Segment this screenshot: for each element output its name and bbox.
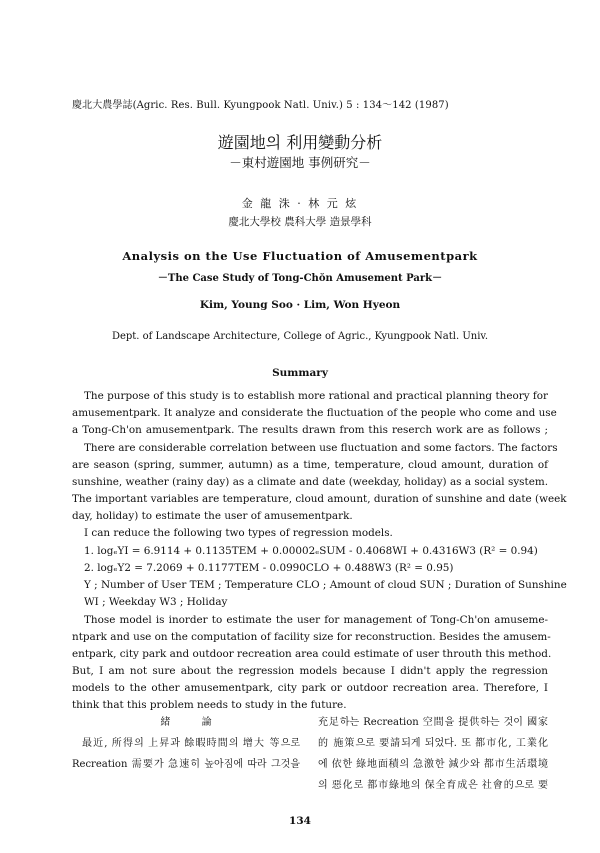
body-line: 充足하는 Recreation 空間을 提供하는 것이 國家 [318,717,548,728]
body-line: Recreation 需要가 急速히 높아짐에 따라 그것을 [72,759,300,770]
summary-line: entpark, city park and outdoor recreation area could estimate of user throuth this method. [72,648,552,660]
body-line: 的 施策으로 要請되게 되었다. 또 都市化, 工業化 [318,738,548,749]
summary-line: day, holiday) to estimate the user of amusementpark. [72,510,353,522]
regression-model-1: 1. logₑYI = 6.9114 + 0.1135TEM + 0.00002ₑSUM - 0.4068WI + 0.4316W3 (R² = 0.94) [84,545,538,557]
summary-line: amusementpark. It analyze and considerate the fluctuation of the people who come and use [72,407,557,419]
variable-legend: WI ; Weekday W3 ; Holiday [84,596,228,608]
subtitle-korean: －東村遊園地 事例研究－ [229,155,371,170]
summary-heading: Summary [272,367,328,379]
affiliation-english: Dept. of Landscape Architecture, College of Agric., Kyungpook Natl. Univ. [111,331,489,342]
summary-line: are season (spring, summer, autumn) as a time, temperature, cloud amount, duration of [72,459,548,471]
right-column [318,712,548,796]
summary-line: models to the other amusementpark, city park or outdoor recreation area. Therefore, I [72,682,548,694]
body-line: 의 惡化로 都市綠地의 保全育成은 社會的으로 要 [318,780,548,791]
regression-model-2: 2. logₑY2 = 7.2069 + 0.1177TEM - 0.0990CLO + 0.488W3 (R² = 0.95) [84,562,454,574]
summary-line: But, I am not sure about the regression models because I didn't apply the regression [72,665,548,677]
title-korean: 遊園地의 利用變動分析 [217,133,383,152]
body-line: 에 依한 綠地面積의 急激한 減少와 都市生活環境 [318,759,548,770]
body-line: 最近, 所得의 上昇과 餘暇時間의 增大 等으로 [82,738,300,749]
page-number: 134 [289,815,311,827]
title-english: Analysis on the Use Fluctuation of Amusementpark [122,249,478,263]
section-heading-introduction: 緒 論 [160,717,226,728]
summary-line: Those model is inorder to estimate the user for management of Tong-Ch'on amuseme- [84,614,548,626]
authors-english: Kim, Young Soo · Lim, Won Hyeon [199,299,401,311]
left-column [72,712,300,775]
summary-line: sunshine, weather (rainy day) as a climate and date (weekday, holiday) as a social system. [72,476,548,488]
journal-header: 慶北大農學誌(Agric. Res. Bull. Kyungpook Natl. Univ.) 5 : 134～142 (1987) [72,100,449,111]
summary-line: There are considerable correlation between use fluctuation and some factors. The factors [84,442,558,454]
subtitle-english: －The Case Study of Tong-Chŏn Amusement Park－ [157,273,443,284]
affiliation-korean: 慶北大學校 農科大學 造景學科 [228,216,372,228]
summary-line: The important variables are temperature, cloud amount, duration of sunshine and date (week [72,493,567,505]
summary-line: a Tong-Ch'on amusementpark. The results drawn from this reserch work are as follows ; [72,424,548,436]
summary-line: The purpose of this study is to establish more rational and practical planning theory for [84,390,548,402]
summary-line: think that this problem needs to study in the future. [72,699,347,711]
variable-legend: Y ; Number of User TEM ; Temperature CLO ; Amount of cloud SUN ; Duration of Sunshine [84,579,567,591]
authors-korean: 金 龍 洙 · 林 元 炫 [241,197,359,210]
summary-line: I can reduce the following two types of regression models. [84,527,393,539]
summary-line: ntpark and use on the computation of facility size for reconstruction. Besides the amusem- [72,631,551,643]
